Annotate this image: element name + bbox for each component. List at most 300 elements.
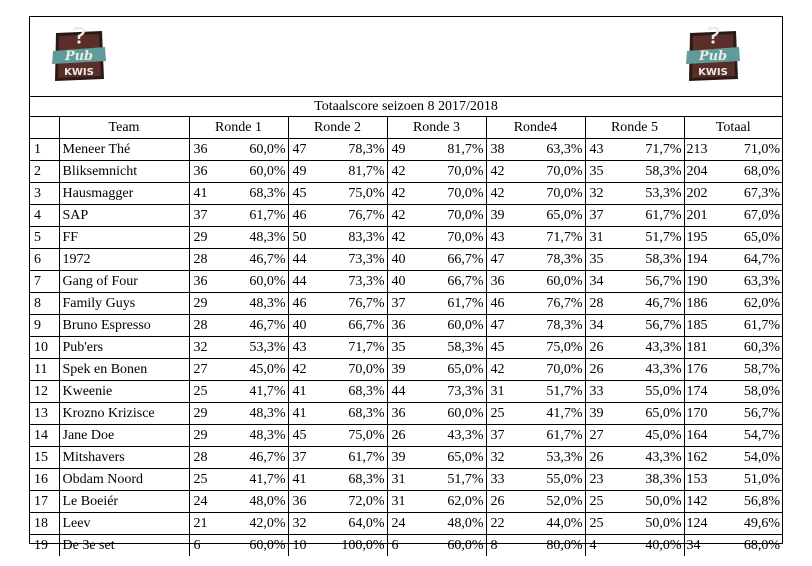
total-pct: 65,0% xyxy=(717,227,782,249)
ronde-5-pct: 56,7% xyxy=(625,271,684,293)
ronde-3-score: 40 xyxy=(387,249,427,271)
ronde-3-pct: 62,0% xyxy=(427,491,486,513)
ronde-4-score: 38 xyxy=(486,139,526,161)
ronde-2-score: 41 xyxy=(288,469,328,491)
ronde-3-pct: 73,3% xyxy=(427,381,486,403)
ronde-4-score: 39 xyxy=(486,205,526,227)
ronde-2-score: 50 xyxy=(288,227,328,249)
logo-band xyxy=(30,17,782,96)
ronde-4-score: 25 xyxy=(486,403,526,425)
ronde-4-pct: 52,0% xyxy=(526,491,585,513)
ronde-4-score: 42 xyxy=(486,183,526,205)
rank-cell: 13 xyxy=(30,403,59,425)
ronde-3-score: 42 xyxy=(387,205,427,227)
ronde-1-score: 29 xyxy=(189,227,229,249)
ronde-4-pct: 51,7% xyxy=(526,381,585,403)
team-cell: 1972 xyxy=(59,249,189,271)
ronde-2-score: 43 xyxy=(288,337,328,359)
header-team: Team xyxy=(59,117,189,139)
ronde-5-pct: 40,0% xyxy=(645,537,682,553)
ronde-4-pct: 55,0% xyxy=(526,469,585,491)
ronde-2-score: 45 xyxy=(288,183,328,205)
ronde-2-score: 44 xyxy=(288,271,328,293)
ronde-1-pct: 48,3% xyxy=(229,403,288,425)
ronde-1-pct: 48,3% xyxy=(229,227,288,249)
ronde-3-pct: 51,7% xyxy=(427,469,486,491)
total-score: 213 xyxy=(684,139,717,161)
ronde-3-score: 39 xyxy=(387,359,427,381)
rank-cell: 2 xyxy=(30,161,59,183)
ronde-2-pct: 68,3% xyxy=(328,403,387,425)
ronde-5-score: 4 xyxy=(585,535,625,557)
ronde-3-score: 26 xyxy=(387,425,427,447)
ronde-1-pct: 48,3% xyxy=(229,293,288,315)
total-pct: 56,8% xyxy=(717,491,782,513)
table-row xyxy=(30,491,782,513)
team-cell: Mitshavers xyxy=(59,447,189,469)
ronde-5-pct: 38,3% xyxy=(625,469,684,491)
ronde-3-pct: 70,0% xyxy=(427,161,486,183)
ronde-3-pct: 43,3% xyxy=(427,425,486,447)
total-score: 185 xyxy=(684,315,717,337)
ronde-2-score: 36 xyxy=(288,491,328,513)
ronde-3-pct: 66,7% xyxy=(427,249,486,271)
table-body xyxy=(30,139,782,557)
ronde-1-pct: 61,7% xyxy=(229,205,288,227)
total-pct: 61,7% xyxy=(717,315,782,337)
rank-cell: 14 xyxy=(30,425,59,447)
ronde-2-score: 47 xyxy=(288,139,328,161)
header-rank xyxy=(30,117,59,139)
ronde-3-pct: 66,7% xyxy=(427,271,486,293)
svg-text:Pub: Pub xyxy=(64,49,94,64)
ronde-2-pct: 61,7% xyxy=(328,447,387,469)
ronde-4-score: 31 xyxy=(486,381,526,403)
ronde-4-pct: 78,3% xyxy=(526,315,585,337)
table-row xyxy=(30,271,782,293)
ronde-4-pct: 60,0% xyxy=(526,271,585,293)
ronde-5-score: 35 xyxy=(585,161,625,183)
total-score: 162 xyxy=(684,447,717,469)
ronde-1-pct: 46,7% xyxy=(229,315,288,337)
ronde-2-score: 45 xyxy=(288,425,328,447)
ronde-4-score: 47 xyxy=(486,249,526,271)
ronde-3-pct: 58,3% xyxy=(427,337,486,359)
ronde-1-score: 24 xyxy=(189,491,229,513)
rank-cell: 4 xyxy=(30,205,59,227)
ronde-4-score: 45 xyxy=(486,337,526,359)
header-totaal: Totaal xyxy=(684,117,782,139)
ronde-4-pct: 71,7% xyxy=(526,227,585,249)
ronde-1-pct: 60,0% xyxy=(229,161,288,183)
ronde-2-score: 40 xyxy=(288,315,328,337)
total-pct: 67,3% xyxy=(717,183,782,205)
ronde-1-score: 29 xyxy=(189,403,229,425)
rank-cell: 9 xyxy=(30,315,59,337)
ronde-3-score: 31 xyxy=(387,491,427,513)
ronde-3-score: 31 xyxy=(387,469,427,491)
ronde-3-score: 36 xyxy=(387,315,427,337)
ronde-3-score: 42 xyxy=(387,227,427,249)
ronde-1-pct: 42,0% xyxy=(229,513,288,535)
ronde-3-score: 36 xyxy=(387,403,427,425)
total-score: 174 xyxy=(684,381,717,403)
total-pct: 58,0% xyxy=(717,381,782,403)
total-pct: 54,0% xyxy=(717,447,782,469)
ronde-3-score: 40 xyxy=(387,271,427,293)
ronde-2-pct: 68,3% xyxy=(328,469,387,491)
ronde-2-pct: 75,0% xyxy=(328,425,387,447)
table-row xyxy=(30,403,782,425)
rank-cell: 12 xyxy=(30,381,59,403)
svg-text:KWIS: KWIS xyxy=(64,67,94,78)
ronde-3-pct: 60,0% xyxy=(427,403,486,425)
rank-cell: 7 xyxy=(30,271,59,293)
header-ronde-5: Ronde 5 xyxy=(585,117,684,139)
team-cell: Kweenie xyxy=(59,381,189,403)
total-pct: 58,7% xyxy=(717,359,782,381)
ronde-5-pct: 58,3% xyxy=(625,161,684,183)
team-cell: Pub'ers xyxy=(59,337,189,359)
ronde-4-score: 36 xyxy=(486,271,526,293)
total-score: 124 xyxy=(684,513,717,535)
ronde-2-score: 46 xyxy=(288,293,328,315)
total-pct: 67,0% xyxy=(717,205,782,227)
ronde-4-score: 26 xyxy=(486,491,526,513)
ronde-1-score: 29 xyxy=(189,425,229,447)
ronde-5-pct: 55,0% xyxy=(625,381,684,403)
ronde-4-pct: 41,7% xyxy=(526,403,585,425)
ronde-5-pct: 50,0% xyxy=(625,513,684,535)
table-row xyxy=(30,359,782,381)
score-sheet xyxy=(29,16,783,553)
header-ronde-2: Ronde 2 xyxy=(288,117,387,139)
header-row xyxy=(30,117,782,139)
total-score: 153 xyxy=(684,469,717,491)
team-cell: Spek en Bonen xyxy=(59,359,189,381)
pub-kwis-logo-left xyxy=(52,27,106,85)
ronde-1-score: 6 xyxy=(189,535,229,557)
table-row xyxy=(30,447,782,469)
total-score: 181 xyxy=(684,337,717,359)
total-score: 170 xyxy=(684,403,717,425)
total-pct: 68,0% xyxy=(717,161,782,183)
ronde-2-score: 49 xyxy=(288,161,328,183)
ronde-5-score: 32 xyxy=(585,183,625,205)
ronde-4-pct: 63,3% xyxy=(526,139,585,161)
ronde-4-score: 42 xyxy=(486,161,526,183)
ronde-1-pct: 46,7% xyxy=(229,249,288,271)
ronde-2-pct: 66,7% xyxy=(328,315,387,337)
ronde-4-pct: 80,0% xyxy=(546,537,583,553)
ronde-5-score: 26 xyxy=(585,337,625,359)
ronde-4-pct: 70,0% xyxy=(526,161,585,183)
ronde-4-pct: 76,7% xyxy=(526,293,585,315)
ronde-1-score: 36 xyxy=(189,271,229,293)
svg-text:KWIS: KWIS xyxy=(698,67,728,78)
ronde-3-pct: 81,7% xyxy=(427,139,486,161)
ronde-3-pct: 65,0% xyxy=(427,359,486,381)
ronde-1-score: 28 xyxy=(189,249,229,271)
ronde-4-pct: 78,3% xyxy=(526,249,585,271)
rank-cell: 19 xyxy=(34,537,48,553)
ronde-2-score: 41 xyxy=(288,381,328,403)
ronde-3-pct: 70,0% xyxy=(427,227,486,249)
total-score: 201 xyxy=(684,205,717,227)
ronde-2-pct: 73,3% xyxy=(328,271,387,293)
table-row xyxy=(30,337,782,359)
ronde-5-pct: 43,3% xyxy=(625,359,684,381)
ronde-1-score: 28 xyxy=(189,447,229,469)
ronde-3-score: 44 xyxy=(387,381,427,403)
ronde-2-score: 46 xyxy=(288,205,328,227)
sheet-title: Totaalscore seizoen 8 2017/2018 xyxy=(30,96,782,117)
ronde-3-score: 37 xyxy=(387,293,427,315)
ronde-4-score: 47 xyxy=(486,315,526,337)
ronde-2-pct: 81,7% xyxy=(328,161,387,183)
ronde-5-score: 39 xyxy=(585,403,625,425)
ronde-3-score: 35 xyxy=(387,337,427,359)
ronde-2-pct: 73,3% xyxy=(328,249,387,271)
ronde-5-score: 43 xyxy=(585,139,625,161)
table-row xyxy=(30,469,782,491)
ronde-3-score: 6 xyxy=(387,535,427,557)
table-row xyxy=(30,161,782,183)
total-pct: 56,7% xyxy=(717,403,782,425)
rank-cell: 8 xyxy=(30,293,59,315)
ronde-3-pct: 60,0% xyxy=(427,315,486,337)
ronde-5-pct: 50,0% xyxy=(625,491,684,513)
total-score: 186 xyxy=(684,293,717,315)
ronde-2-pct: 76,7% xyxy=(328,293,387,315)
ronde-5-score: 28 xyxy=(585,293,625,315)
ronde-1-pct: 53,3% xyxy=(229,337,288,359)
ronde-5-pct: 43,3% xyxy=(625,337,684,359)
ronde-1-score: 27 xyxy=(189,359,229,381)
logo-art xyxy=(686,28,740,82)
ronde-1-score: 37 xyxy=(189,205,229,227)
ronde-5-score: 25 xyxy=(585,491,625,513)
ronde-2-pct: 64,0% xyxy=(328,513,387,535)
rank-cell: 6 xyxy=(30,249,59,271)
table-row xyxy=(30,249,782,271)
ronde-5-pct: 53,3% xyxy=(625,183,684,205)
ronde-2-pct: 76,7% xyxy=(328,205,387,227)
ronde-3-score: 39 xyxy=(387,447,427,469)
ronde-1-pct: 60,0% xyxy=(229,271,288,293)
ronde-1-pct: 48,0% xyxy=(229,491,288,513)
ronde-1-score: 32 xyxy=(189,337,229,359)
ronde-3-pct: 61,7% xyxy=(427,293,486,315)
ronde-2-pct: 83,3% xyxy=(328,227,387,249)
ronde-5-pct: 61,7% xyxy=(625,205,684,227)
ronde-3-pct: 65,0% xyxy=(427,447,486,469)
total-score: 164 xyxy=(684,425,717,447)
ronde-3-pct: 70,0% xyxy=(427,205,486,227)
ronde-3-score: 24 xyxy=(387,513,427,535)
table-row xyxy=(30,227,782,249)
ronde-5-pct: 65,0% xyxy=(625,403,684,425)
ronde-4-score: 8 xyxy=(486,535,526,557)
table-row xyxy=(30,513,782,535)
total-pct: 62,0% xyxy=(717,293,782,315)
rank-cell: 10 xyxy=(30,337,59,359)
ronde-2-score: 41 xyxy=(288,403,328,425)
team-cell: Bruno Espresso xyxy=(59,315,189,337)
ronde-3-pct: 60,0% xyxy=(447,537,484,553)
pub-kwis-logo-right xyxy=(686,27,740,85)
ronde-5-pct: 46,7% xyxy=(625,293,684,315)
total-score: 142 xyxy=(684,491,717,513)
rank-cell: 16 xyxy=(30,469,59,491)
ronde-2-pct: 100,0% xyxy=(341,537,385,553)
total-score: 194 xyxy=(684,249,717,271)
total-score: 195 xyxy=(684,227,717,249)
ronde-4-pct: 44,0% xyxy=(526,513,585,535)
ronde-3-pct: 48,0% xyxy=(427,513,486,535)
header-ronde-3: Ronde 3 xyxy=(387,117,486,139)
ronde-1-pct: 41,7% xyxy=(229,469,288,491)
ronde-4-score: 42 xyxy=(486,359,526,381)
ronde-1-pct: 41,7% xyxy=(229,381,288,403)
ronde-4-pct: 75,0% xyxy=(526,337,585,359)
ronde-3-score: 42 xyxy=(387,183,427,205)
table-row xyxy=(30,139,782,161)
ronde-1-score: 25 xyxy=(189,469,229,491)
header-ronde-1: Ronde 1 xyxy=(189,117,288,139)
rank-cell: 17 xyxy=(30,491,59,513)
total-score: 176 xyxy=(684,359,717,381)
total-pct: 71,0% xyxy=(717,139,782,161)
team-cell: Family Guys xyxy=(59,293,189,315)
ronde-4-pct: 70,0% xyxy=(526,359,585,381)
total-pct: 63,3% xyxy=(717,271,782,293)
total-pct: 68,0% xyxy=(743,537,780,553)
ronde-2-score: 32 xyxy=(288,513,328,535)
total-score: 34 xyxy=(684,535,717,557)
ronde-4-score: 37 xyxy=(486,425,526,447)
ronde-5-pct: 58,3% xyxy=(625,249,684,271)
score-table xyxy=(30,117,782,556)
rank-cell: 1 xyxy=(30,139,59,161)
ronde-1-pct: 60,0% xyxy=(229,139,288,161)
team-cell: Krozno Krizisce xyxy=(59,403,189,425)
rank-cell: 11 xyxy=(30,359,59,381)
total-pct: 54,7% xyxy=(717,425,782,447)
logo-art xyxy=(52,28,106,82)
team-cell: SAP xyxy=(59,205,189,227)
team-cell: Bliksemnicht xyxy=(59,161,189,183)
table-row xyxy=(30,315,782,337)
rank-cell: 5 xyxy=(30,227,59,249)
team-cell: Obdam Noord xyxy=(59,469,189,491)
ronde-4-score: 33 xyxy=(486,469,526,491)
team-cell: De 3e set xyxy=(59,535,189,557)
ronde-4-score: 43 xyxy=(486,227,526,249)
ronde-1-pct: 68,3% xyxy=(229,183,288,205)
team-cell: Le Boeiér xyxy=(59,491,189,513)
ronde-5-score: 34 xyxy=(585,315,625,337)
ronde-5-pct: 56,7% xyxy=(625,315,684,337)
ronde-5-score: 37 xyxy=(585,205,625,227)
ronde-5-score: 25 xyxy=(585,513,625,535)
ronde-1-pct: 45,0% xyxy=(229,359,288,381)
ronde-5-score: 26 xyxy=(585,447,625,469)
ronde-5-score: 34 xyxy=(585,271,625,293)
ronde-4-score: 22 xyxy=(486,513,526,535)
rank-cell: 18 xyxy=(30,513,59,535)
ronde-2-score: 44 xyxy=(288,249,328,271)
ronde-4-score: 32 xyxy=(486,447,526,469)
header-ronde-4: Ronde4 xyxy=(486,117,585,139)
ronde-2-score: 10 xyxy=(288,535,328,557)
svg-text:Pub: Pub xyxy=(698,49,728,64)
ronde-2-score: 37 xyxy=(288,447,328,469)
table-row xyxy=(30,293,782,315)
total-score: 202 xyxy=(684,183,717,205)
ronde-3-pct: 70,0% xyxy=(427,183,486,205)
total-score: 204 xyxy=(684,161,717,183)
total-pct: 60,3% xyxy=(717,337,782,359)
total-score: 190 xyxy=(684,271,717,293)
team-cell: Leev xyxy=(59,513,189,535)
team-cell: Meneer Thé xyxy=(59,139,189,161)
rank-cell: 3 xyxy=(30,183,59,205)
ronde-4-pct: 70,0% xyxy=(526,183,585,205)
ronde-1-score: 28 xyxy=(189,315,229,337)
ronde-1-score: 41 xyxy=(189,183,229,205)
table-row xyxy=(30,205,782,227)
ronde-1-score: 36 xyxy=(189,161,229,183)
ronde-4-score: 46 xyxy=(486,293,526,315)
ronde-5-score: 33 xyxy=(585,381,625,403)
ronde-2-pct: 68,3% xyxy=(328,381,387,403)
table-row xyxy=(30,381,782,403)
ronde-4-pct: 53,3% xyxy=(526,447,585,469)
ronde-1-pct: 48,3% xyxy=(229,425,288,447)
team-cell: FF xyxy=(59,227,189,249)
team-cell: Hausmagger xyxy=(59,183,189,205)
team-cell: Gang of Four xyxy=(59,271,189,293)
table-row xyxy=(30,425,782,447)
ronde-2-pct: 71,7% xyxy=(328,337,387,359)
ronde-2-pct: 72,0% xyxy=(328,491,387,513)
ronde-2-pct: 70,0% xyxy=(328,359,387,381)
ronde-5-score: 26 xyxy=(585,359,625,381)
total-pct: 64,7% xyxy=(717,249,782,271)
table-row xyxy=(30,535,782,557)
ronde-2-score: 42 xyxy=(288,359,328,381)
ronde-4-pct: 61,7% xyxy=(526,425,585,447)
ronde-5-pct: 43,3% xyxy=(625,447,684,469)
ronde-5-score: 35 xyxy=(585,249,625,271)
ronde-2-pct: 75,0% xyxy=(328,183,387,205)
ronde-5-score: 23 xyxy=(585,469,625,491)
ronde-1-score: 25 xyxy=(189,381,229,403)
ronde-1-score: 36 xyxy=(189,139,229,161)
ronde-5-pct: 45,0% xyxy=(625,425,684,447)
ronde-1-pct: 60,0% xyxy=(249,537,286,553)
ronde-5-pct: 71,7% xyxy=(625,139,684,161)
ronde-5-score: 31 xyxy=(585,227,625,249)
ronde-1-score: 21 xyxy=(189,513,229,535)
ronde-1-pct: 46,7% xyxy=(229,447,288,469)
ronde-5-score: 27 xyxy=(585,425,625,447)
ronde-1-score: 29 xyxy=(189,293,229,315)
total-pct: 51,0% xyxy=(717,469,782,491)
rank-cell: 15 xyxy=(30,447,59,469)
table-row xyxy=(30,183,782,205)
